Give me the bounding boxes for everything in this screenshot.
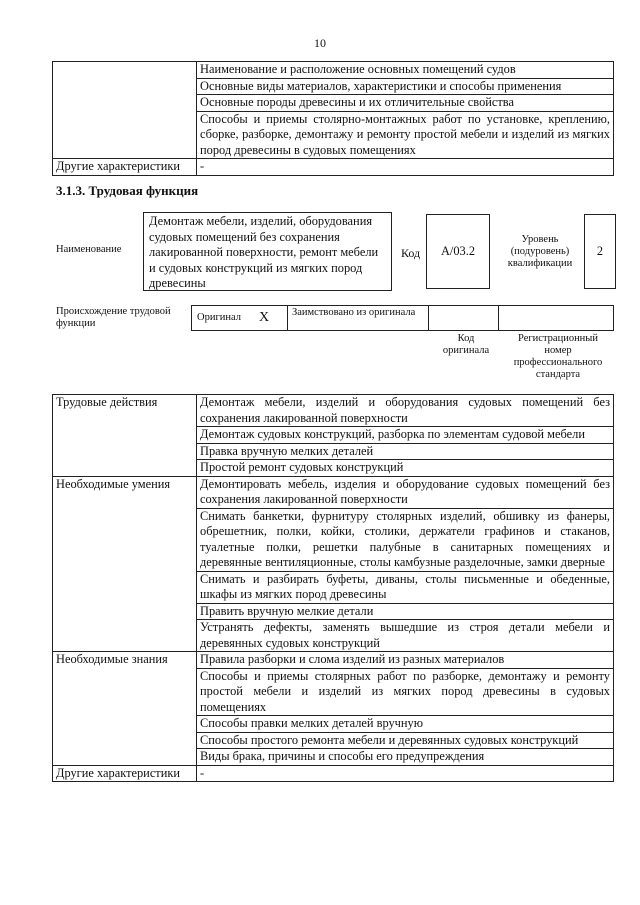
labor-function-table: [52, 394, 614, 782]
table-cell: Способы и приемы столярно-монтажных работ по установке, креплению, сборке, разборке, демонтажу и ремонту простой мебели и изделий из мягких пород древесины в судовых помещениях: [197, 111, 614, 159]
level-label: Уровень (подуровень) квалификации: [507, 234, 573, 269]
original-cell: [191, 305, 288, 331]
table-cell: Демонтаж мебели, изделий и оборудования судовых помещений без сохранения лакированной поверхности: [197, 395, 614, 427]
table-row: [53, 62, 614, 79]
table-cell: Снимать и разбирать буфеты, диваны, столы письменные и обеденные, шкафы из мягких пород древесины: [197, 571, 614, 603]
table-row: [53, 476, 614, 508]
table-row: [53, 765, 614, 782]
original-code-cell: [428, 305, 499, 331]
registration-number-cell: [498, 305, 614, 331]
function-code-box: [426, 214, 490, 289]
code-caption: Код оригинала: [442, 333, 490, 356]
original-label: Оригинал: [197, 312, 241, 323]
table-cell: Демонтаж судовых конструкций, разборка по элементам судовой мебели: [197, 427, 614, 444]
function-code: А/03.2: [440, 244, 476, 258]
table-cell-empty: [53, 62, 197, 159]
group-label: Необходимые знания: [53, 652, 197, 766]
origin-label: Происхождение трудовой функции: [56, 306, 171, 329]
table-cell: Виды брака, причины и способы его предупреждения: [197, 749, 614, 766]
level-box: [584, 214, 616, 289]
original-mark: X: [259, 310, 270, 325]
table-cell: Способы правки мелких деталей вручную: [197, 716, 614, 733]
registration-caption: Регистрационный номер профессионального стандарта: [513, 333, 603, 380]
group-label: Другие характеристики: [53, 765, 197, 782]
page-number: 10: [314, 36, 326, 50]
section-heading: 3.1.3. Трудовая функция: [56, 183, 199, 198]
origin-row: [192, 305, 614, 331]
table-row: [53, 652, 614, 669]
table-cell: Правка вручную мелких деталей: [197, 443, 614, 460]
table-cell: Основные виды материалов, характеристики и способы применения: [197, 78, 614, 95]
table-row: [53, 159, 614, 176]
table-cell: Снимать банкетки, фурнитуру столярных изделий, обшивку из фанеры, обрешетник, полки, койки, столики, держатели графинов и стаканов, туалетные полки, решетки палубные в санитарных помещениях и деревянные вентиляционные, столы камбузные разделочные, замки дверные: [197, 508, 614, 571]
table-cell: Основные породы древесины и их отличительные свойства: [197, 95, 614, 112]
table-cell: Способы и приемы столярных работ по разборке, демонтажу и ремонту простой мебели и изделий из мягких пород древесины в судовых помещениях: [197, 668, 614, 716]
function-name-box: Демонтаж мебели, изделий, оборудования судовых помещений без сохранения лакированной поверхности, ремонт мебели и судовых конструкций из мягких пород древесины: [143, 212, 392, 291]
table-cell: Простой ремонт судовых конструкций: [197, 460, 614, 477]
knowledge-table-continued: [52, 61, 614, 176]
table-cell: Демонтировать мебель, изделия и оборудование судовых помещений без сохранения лакированной поверхности: [197, 476, 614, 508]
code-label: Код: [401, 246, 421, 260]
table-cell: Наименование и расположение основных помещений судов: [197, 62, 614, 79]
row-label: Другие характеристики: [53, 159, 197, 176]
level-value: 2: [596, 244, 604, 258]
table-cell: Способы простого ремонта мебели и деревянных судовых конструкций: [197, 732, 614, 749]
borrowed-cell: Заимствовано из оригинала: [287, 305, 429, 331]
group-label: Необходимые умения: [53, 476, 197, 652]
table-cell: Устранять дефекты, заменять вышедшие из строя детали мебели и деревянных судовых конструкций: [197, 620, 614, 652]
name-label: Наименование: [56, 244, 122, 255]
table-row: [53, 395, 614, 427]
table-cell: Править вручную мелкие детали: [197, 603, 614, 620]
group-label: Трудовые действия: [53, 395, 197, 477]
table-cell: Правила разборки и слома изделий из разных материалов: [197, 652, 614, 669]
table-cell: -: [197, 159, 614, 176]
table-cell: -: [197, 765, 614, 782]
